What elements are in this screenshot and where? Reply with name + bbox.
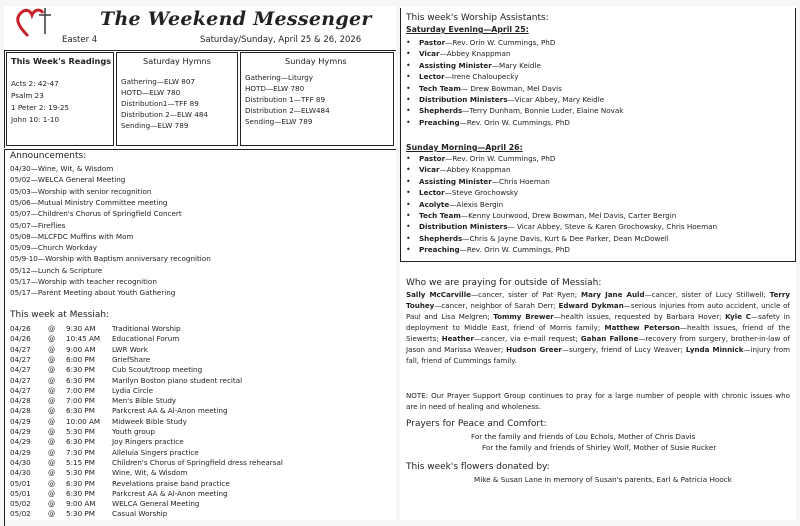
assistant-item bbox=[400, 222, 717, 231]
announcement-item: 05/17—Worship with teacher recognition bbox=[10, 277, 157, 286]
event-event: Parkcrest AA & Al-Anon meeting bbox=[112, 406, 228, 416]
prayer-name: Heather bbox=[441, 334, 474, 343]
peace-line: For the family and friends of Shirley Wolf, Mother of Susie Rucker bbox=[482, 443, 717, 452]
event-event: LWR Work bbox=[112, 344, 148, 354]
prayer-list bbox=[406, 289, 790, 366]
event-time: 5:15 PM bbox=[66, 457, 95, 467]
prayer-name: Tommy Brewer bbox=[493, 312, 554, 321]
assistant-role: Assisting Minister bbox=[419, 176, 492, 186]
assistant-role: Shepherds bbox=[419, 233, 463, 243]
event-time: 7:30 PM bbox=[66, 447, 95, 457]
event-at: @ bbox=[48, 334, 56, 344]
event-at: @ bbox=[48, 396, 56, 406]
assistant-item bbox=[400, 211, 676, 220]
event-event: WELCA General Meeting bbox=[112, 499, 200, 509]
event-date: 04/26 bbox=[10, 324, 31, 333]
assistant-name: —Steve Grochowsky bbox=[444, 188, 519, 198]
event-date: 04/26 bbox=[10, 334, 31, 344]
right-page bbox=[400, 6, 796, 520]
prayer-reason: —health issues, requested by Barbara Hover; bbox=[553, 312, 726, 321]
event-time: 10:45 AM bbox=[66, 334, 101, 344]
prayer-reason: —safety in deployment to Middle East, friend of Morris family; bbox=[406, 312, 791, 332]
assistant-name: —Terry Dunham, Bonnie Luder, Elaine Novak bbox=[462, 106, 624, 116]
prayer-reason: —health issues, friend of the Siewerts; bbox=[406, 323, 790, 343]
reading-item: Psalm 23 bbox=[11, 91, 44, 100]
event-time: 9:00 AM bbox=[66, 344, 96, 354]
assistant-item bbox=[400, 49, 511, 58]
assistant-role: Vicar bbox=[419, 49, 440, 59]
event-at: @ bbox=[48, 406, 56, 416]
event-at: @ bbox=[48, 437, 56, 447]
assistant-role: Assisting Minister bbox=[419, 60, 492, 70]
announcement-item: 05/12—Lunch & Scripture bbox=[10, 265, 103, 275]
announcement-item: 05/9-10—Worship with Baptism anniversary recognition bbox=[10, 254, 211, 264]
event-time: 9:30 AM bbox=[66, 324, 96, 333]
readings-heading: This Week's Readings bbox=[11, 56, 112, 66]
prayer-reason: —serious injuries from auto accident, uncle of Paul and Lisa Melgren; bbox=[406, 301, 790, 321]
event-at: @ bbox=[48, 365, 56, 375]
event-event: GriefShare bbox=[112, 354, 151, 364]
hymn-item: Gathering—ELW 807 bbox=[121, 77, 196, 86]
event-at: @ bbox=[48, 488, 56, 498]
announcement-item: 05/09—Church Workday bbox=[10, 243, 98, 253]
sunday-assistants-label: Sunday Morning—April 26: bbox=[406, 143, 523, 152]
prayer-name: Lynda Minnick bbox=[685, 345, 744, 354]
event-event: Parkcrest AA & Al-Anon meeting bbox=[112, 488, 228, 498]
assistant-item bbox=[400, 61, 541, 70]
assistant-name: —Mary Keidle bbox=[491, 60, 541, 70]
event-date: 04/29 bbox=[10, 416, 31, 426]
event-event: Youth group bbox=[112, 427, 155, 436]
announcement-item: 05/07—Fireflies bbox=[10, 220, 66, 230]
saturday-hymns-heading: Saturday Hymns bbox=[143, 56, 211, 66]
event-event: Revelations praise band practice bbox=[112, 478, 230, 488]
assistant-role: Pastor bbox=[419, 154, 446, 163]
event-time: 6:30 PM bbox=[66, 437, 95, 447]
prayer-reason: —surgery, friend of Lucy Weaver; bbox=[561, 345, 686, 354]
prayer-reason: —cancer, sister of Lucy Stillwell; bbox=[644, 290, 770, 299]
prayer-reason: —cancer, via e-mail request; bbox=[473, 334, 581, 343]
event-date: 04/28 bbox=[10, 396, 31, 406]
peace-line: For the family and friends of Lou Echols, Mother of Chris Davis bbox=[471, 432, 696, 441]
sunday-hymns-heading: Sunday Hymns bbox=[285, 56, 347, 66]
event-date: 04/27 bbox=[10, 385, 31, 395]
event-time: 10:00 AM bbox=[66, 416, 101, 426]
announcement-item: 05/08—MLCFDC Muffins with Mom bbox=[10, 231, 134, 241]
assistant-name: —Chris & Jayne Davis, Kurt & Dee Parker, Dean McDowell bbox=[462, 233, 669, 243]
assistants-heading: This week's Worship Assistants: bbox=[406, 13, 549, 23]
sunday-hymns-box bbox=[240, 52, 394, 146]
event-time: 5:30 PM bbox=[66, 509, 95, 519]
assistant-role: Lector bbox=[419, 188, 445, 198]
prayer-reason: —injury from fall, friend of Cummings family. bbox=[406, 345, 791, 365]
event-time: 7:00 PM bbox=[66, 396, 95, 406]
newsletter-title: The Weekend Messenger bbox=[100, 8, 372, 30]
event-time: 6:30 PM bbox=[66, 406, 95, 416]
saturday-hymns-box bbox=[116, 52, 238, 146]
event-at: @ bbox=[48, 375, 56, 385]
assistant-role: Tech Team bbox=[419, 83, 461, 93]
hymn-item: Distribution1—TFF 89 bbox=[121, 99, 199, 108]
prayer-reason: —recovery from surgery, brother-in-law of Jason and Marissa Weaver; bbox=[406, 334, 791, 354]
prayer-name: Kyle C bbox=[725, 312, 752, 321]
event-date: 05/01 bbox=[10, 488, 31, 498]
event-time: 7:00 PM bbox=[66, 385, 95, 395]
prayer-name: Sally McCarville bbox=[406, 290, 471, 299]
event-event: Marilyn Boston piano student recital bbox=[112, 375, 243, 385]
event-event: Educational Forum bbox=[112, 334, 180, 344]
prayer-name: Gahan Fallone bbox=[580, 334, 639, 343]
event-time: 6:30 PM bbox=[66, 488, 95, 498]
peace-heading: Prayers for Peace and Comfort: bbox=[406, 419, 547, 429]
event-date: 04/29 bbox=[10, 437, 31, 447]
event-at: @ bbox=[48, 427, 56, 436]
event-time: 9:00 AM bbox=[66, 499, 96, 509]
announcements-heading: Announcements: bbox=[10, 151, 87, 161]
assistant-role: Preaching bbox=[419, 117, 460, 127]
event-event: Cub Scout/troop meeting bbox=[112, 365, 203, 375]
saturday-assistants-label: Saturday Evening—April 25: bbox=[406, 25, 529, 34]
event-at: @ bbox=[48, 344, 56, 354]
assistant-name: —Irene Chaloupecky bbox=[444, 72, 519, 82]
week-events-heading: This week at Messiah: bbox=[10, 310, 110, 320]
assistant-name: —Vicar Abbey, Mary Keidle bbox=[507, 95, 605, 104]
prayer-reason: —cancer, neighbor of Sarah Derr; bbox=[434, 301, 559, 310]
event-date: 05/02 bbox=[10, 499, 31, 509]
assistant-role: Distribution Ministers bbox=[419, 95, 508, 104]
assistant-item bbox=[400, 245, 570, 254]
assistant-name: —Alexis Bergin bbox=[449, 199, 504, 209]
liturgical-week: Easter 4 bbox=[62, 35, 98, 45]
assistant-name: — Drew Bowman, Mel Davis bbox=[460, 83, 562, 93]
assistant-item bbox=[400, 38, 555, 47]
event-date: 04/30 bbox=[10, 457, 31, 467]
assistant-item bbox=[400, 234, 669, 243]
announcement-item: 05/03—Worship with senior recognition bbox=[10, 186, 152, 196]
prayer-name: Matthew Peterson bbox=[604, 323, 680, 332]
reading-item: John 10: 1-10 bbox=[11, 115, 60, 124]
prayer-name: Terry Touhey bbox=[406, 290, 790, 310]
event-date: 04/28 bbox=[10, 406, 31, 416]
announcement-item: 05/17—Parent Meeting about Youth Gathering bbox=[10, 288, 176, 298]
assistant-item bbox=[400, 72, 518, 81]
assistant-name: —Kenny Lourwood, Drew Bowman, Mel Davis, Carter Bergin bbox=[460, 211, 677, 220]
event-at: @ bbox=[48, 324, 56, 333]
event-time: 6:30 PM bbox=[66, 365, 95, 375]
assistant-name: —Chris Hoeman bbox=[491, 176, 550, 186]
prayer-note: NOTE: Our Prayer Support Group continues to pray for a large number of people with chronic issues who are in need of healing and wholeness. bbox=[406, 391, 790, 411]
assistant-item bbox=[400, 154, 555, 163]
assistant-item bbox=[400, 200, 503, 209]
event-at: @ bbox=[48, 509, 56, 519]
assistant-name: —Abbey Knappman bbox=[439, 165, 511, 175]
event-date: 04/27 bbox=[10, 375, 31, 385]
assistant-role: Pastor bbox=[419, 38, 446, 47]
assistant-name: —Rev. Orin W. Cummings, PhD bbox=[459, 117, 570, 127]
assistant-name: —Rev. Orin W. Cummings, PhD bbox=[445, 154, 556, 163]
event-at: @ bbox=[48, 447, 56, 457]
event-event: Midweek Bible Study bbox=[112, 416, 187, 426]
prayer-reason: —cancer, sister of Pat Ryen; bbox=[470, 290, 582, 299]
event-date: 04/30 bbox=[10, 468, 31, 478]
announcement-item: 05/06—Mutual Ministry Committee meeting bbox=[10, 197, 168, 207]
flowers-heading: This week's flowers donated by: bbox=[406, 462, 550, 472]
assistant-item bbox=[400, 84, 562, 93]
announcement-item: 05/02—WELCA General Meeting bbox=[10, 175, 126, 185]
prayers-heading: Who we are praying for outside of Messiah: bbox=[406, 278, 602, 288]
hymn-item: Distribution 1—TFF 89 bbox=[245, 95, 326, 104]
left-page bbox=[4, 6, 396, 520]
assistant-role: Vicar bbox=[419, 165, 440, 175]
assistant-role: Lector bbox=[419, 72, 445, 82]
event-date: 04/27 bbox=[10, 365, 31, 375]
hymn-item: Distribution 2—ELW 484 bbox=[121, 110, 208, 119]
event-at: @ bbox=[48, 499, 56, 509]
event-date: 04/29 bbox=[10, 447, 31, 457]
event-date: 04/27 bbox=[10, 344, 31, 354]
reading-item: 1 Peter 2: 19-25 bbox=[11, 103, 70, 112]
event-event: Traditional Worship bbox=[112, 324, 181, 333]
flowers-text: Mike & Susan Lane in memory of Susan's parents, Earl & Patricia Hoock bbox=[474, 475, 732, 484]
event-event: Joy Ringers practice bbox=[112, 437, 184, 447]
assistant-name: —Abbey Knappman bbox=[439, 49, 511, 59]
event-time: 6:30 PM bbox=[66, 478, 95, 488]
assistant-role: Acolyte bbox=[419, 199, 450, 209]
event-event: Children's Chorus of Springfield dress rehearsal bbox=[112, 457, 283, 467]
heart-cross-logo-icon bbox=[16, 6, 58, 38]
event-time: 5:30 PM bbox=[66, 468, 95, 478]
assistant-role: Shepherds bbox=[419, 106, 463, 116]
event-at: @ bbox=[48, 468, 56, 478]
assistant-item bbox=[400, 188, 518, 197]
event-time: 6:30 PM bbox=[66, 375, 95, 385]
assistant-name: —Rev. Orin W. Cummings, PhD bbox=[459, 245, 570, 255]
event-at: @ bbox=[48, 457, 56, 467]
assistant-name: —Rev. Orin W. Cummings, PhD bbox=[445, 38, 556, 47]
announcement-item: 05/07—Children's Chorus of Springfield Concert bbox=[10, 209, 182, 219]
assistant-role: Tech Team bbox=[419, 211, 461, 220]
event-time: 6:00 PM bbox=[66, 354, 95, 364]
event-time: 5:30 PM bbox=[66, 427, 95, 436]
event-event: Lydia Circle bbox=[112, 385, 154, 395]
event-at: @ bbox=[48, 385, 56, 395]
prayer-name: Edward Dykman bbox=[558, 301, 624, 310]
assistant-name: — Vicar Abbey, Steve & Karen Grochowsky, Chris Hoeman bbox=[507, 222, 718, 232]
hymn-item: HOTD—ELW 780 bbox=[245, 84, 305, 93]
announcement-item: 04/30—Wine, Wit, & Wisdom bbox=[10, 164, 114, 173]
event-date: 05/01 bbox=[10, 478, 31, 488]
assistant-item bbox=[400, 106, 623, 115]
readings-box bbox=[6, 52, 114, 146]
event-date: 04/27 bbox=[10, 354, 31, 364]
hymn-item: HOTD—ELW 780 bbox=[121, 88, 181, 97]
prayer-name: Mary Jane Auld bbox=[581, 290, 645, 299]
hymn-item: Sending—ELW 789 bbox=[245, 117, 313, 126]
event-at: @ bbox=[48, 478, 56, 488]
assistant-role: Preaching bbox=[419, 245, 460, 255]
event-event: Wine, Wit, & Wisdom bbox=[112, 468, 188, 478]
event-date: 05/02 bbox=[10, 509, 31, 519]
prayer-name: Hudson Greer bbox=[506, 345, 562, 354]
event-at: @ bbox=[48, 416, 56, 426]
assistant-item bbox=[400, 177, 550, 186]
event-event: Men's Bible Study bbox=[112, 396, 177, 406]
reading-item: Acts 2: 42-47 bbox=[11, 79, 59, 88]
hymn-item: Sending—ELW 789 bbox=[121, 121, 189, 130]
event-date: 04/29 bbox=[10, 427, 31, 436]
event-event: Alleluia Singers practice bbox=[112, 447, 199, 457]
assistant-item bbox=[400, 165, 511, 174]
hymn-item: Distribution 2—ELW484 bbox=[245, 106, 330, 115]
assistant-role: Distribution Ministers bbox=[419, 222, 508, 232]
assistant-item bbox=[400, 118, 570, 127]
issue-date: Saturday/Sunday, April 25 & 26, 2026 bbox=[200, 35, 362, 45]
hymn-item: Gathering—Liturgy bbox=[245, 73, 314, 82]
event-event: Casual Worship bbox=[112, 509, 168, 519]
event-at: @ bbox=[48, 354, 56, 364]
assistant-item bbox=[400, 95, 604, 104]
